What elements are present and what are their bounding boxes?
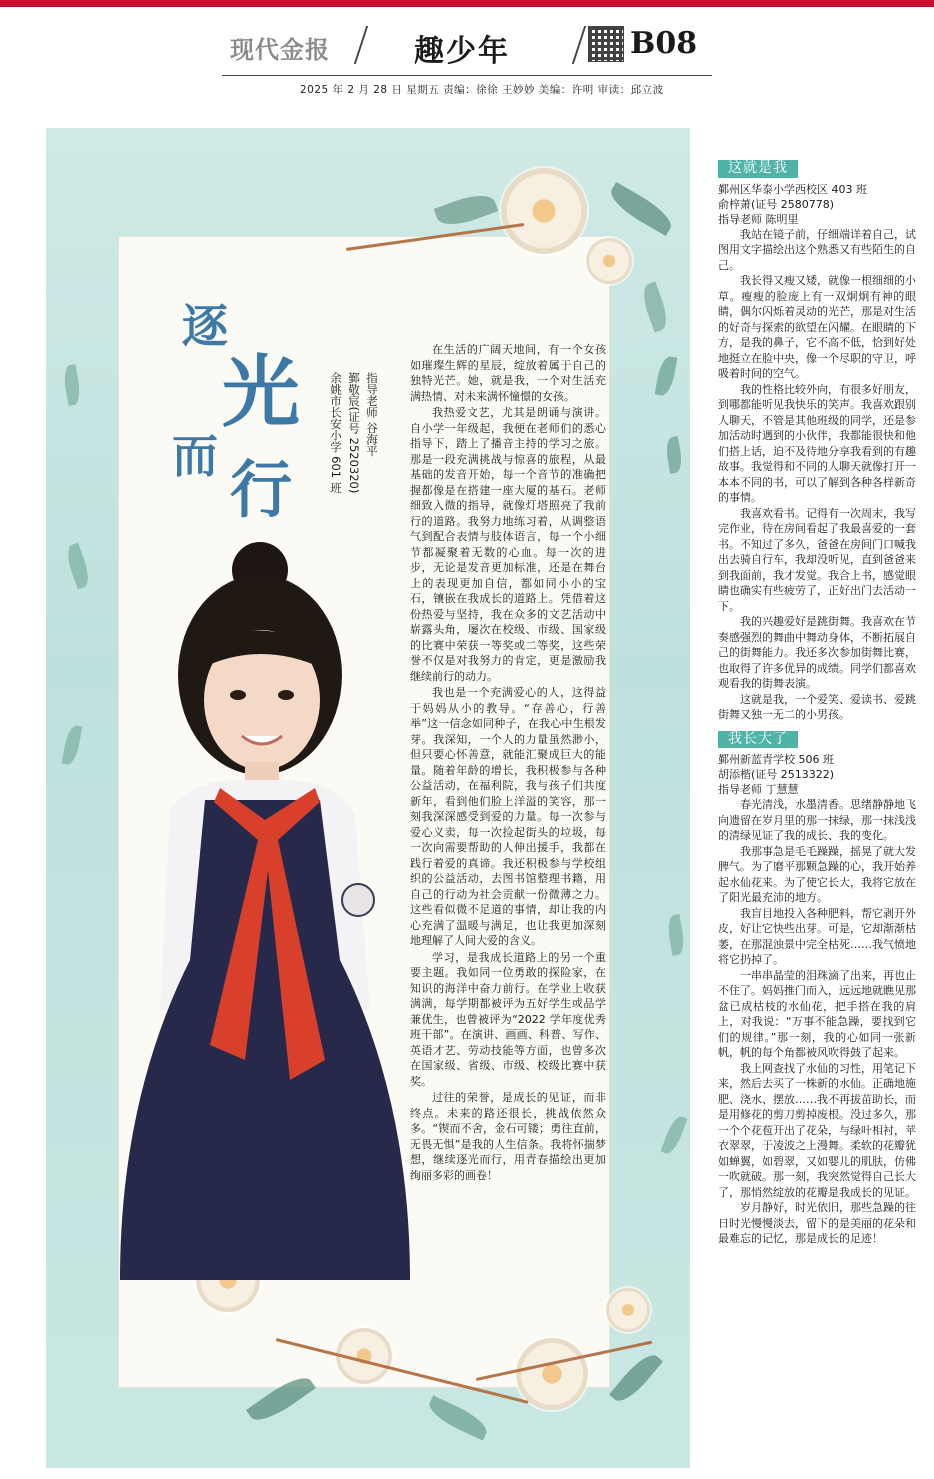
article-this-is-me <box>718 160 916 723</box>
article-paragraph: 一串串晶莹的泪珠滴了出来，再也止不住了。妈妈推门而入，远远地就瞧见那盆已成枯枝的水仙花，把手搭在我的肩上，对我说：“万事不能急躁，要找到它们的规律。”那一刻，我的心如同一张新帆，帆的每个角都被风吹得鼓了起来。 <box>718 968 916 1059</box>
leaf-decoration <box>664 436 684 474</box>
leaf-decoration <box>605 182 677 236</box>
title-char: 而 <box>172 429 218 483</box>
masthead-rule <box>222 75 712 76</box>
leaf-decoration <box>609 1349 663 1408</box>
article-paragraph: 这就是我，一个爱笑、爱读书、爱跳街舞又独一无二的小男孩。 <box>718 692 916 721</box>
masthead-divider <box>354 26 368 64</box>
article-paragraph: 我上网查找了水仙的习性，用笔记下来，然后去买了一株新的水仙。正确地施肥、浇水、摆放……我不再拔苗助长，而是用修花的剪刀剪掉废根。没过多久，那一个个花苞开出了花朵，与绿叶相衬，苹衣翠翠，于凌波之上漫舞。柔软的花瓣犹如蝉翼，如碧翠，又如婴儿的肌肤，仿佛一吹就破。那一刻，我突然觉得自己长大了，那悄然绽放的花瓣是我成长的见证。 <box>718 1061 916 1199</box>
article-paragraph: 我喜欢看书。记得有一次周末，我写完作业，待在房间看起了我最喜爱的一套书。不知过了多久，爸爸在房间门口喊我出去骑自行车，我却没听见，直到爸爸来到我面前，我才发觉。我合上书，感觉眼睛也确实有些疲劳了，正好出门去活动一下。 <box>718 506 916 613</box>
flower-decoration <box>501 168 587 254</box>
article-author: 俞梓萧(证号 2580778) <box>718 197 835 211</box>
feature-paragraph: 我也是一个充满爱心的人，这得益于妈妈从小的教导。“存善心，行善举”这一信念如同种子，在我心中生根发芽。我深知，一个人的力量虽然渺小，但只要心怀善意，就能汇聚成巨大的能量。随着年龄的增长，我积极参与各种公益活动，在福利院，我与孩子们共度新年，看到他们脸上洋溢的笑容，那一刻我深深感受到爱的力量。每一次参与爱心义卖，每一次捡起街头的垃圾，每一次向需要帮助的人伸出援手，我都在践行着爱的真谛。我还积极参与学校组织的公益活动，去图书馆整理书籍，用自己的行动为社会贡献一份微薄之力。这些看似微不足道的事情，却让我的内心充满了温暖与满足，也让我更加深刻地理解了人间大爱的含义。 <box>410 686 606 947</box>
flower-decoration <box>606 1288 650 1332</box>
byline-teacher: 指导老师 谷海平 <box>365 372 379 457</box>
article-paragraph: 我那事急是毛毛躁躁，摇晃了就大发脾气。为了磨平那颗急躁的心，我开始养起水仙花来。为了使它长大，我将它放在了阳光最充沛的地方。 <box>718 844 916 904</box>
article-paragraph: 我长得又瘦又矮，就像一根细细的小草。瘦瘦的脸庞上有一双炯炯有神的眼睛，偶尔闪烁着灵动的光芒，那是对生活的好奇与探索的欲望在闪耀。在眼睛的下方，是我的鼻子，它不高不低，恰到好处地挺立在脸中央，像一个尽职的守卫，呼吸着时间的空气。 <box>718 274 916 380</box>
article-tag: 这就是我 <box>718 160 798 178</box>
masthead-red-bar <box>0 0 934 7</box>
article-paragraph: 我站在镜子前，仔细端详着自己，试图用文字描绘出这个熟悉又有些陌生的自己。 <box>718 227 916 272</box>
title-char: 行 <box>230 453 293 526</box>
paper-name: 现代金报 <box>230 35 330 64</box>
section-title: 趣少年 <box>414 34 510 69</box>
article-i-grew-up <box>718 731 916 1247</box>
article-teacher: 指导老师 陈明里 <box>718 212 799 226</box>
leaf-decoration <box>661 1114 688 1156</box>
feature-body <box>410 342 606 1184</box>
dateline: 2025 年 2 月 28 日 星期五 责编：徐徐 王妙妙 美编：许明 审读：邱立波 <box>300 84 664 96</box>
masthead-divider <box>572 26 586 64</box>
feature-paragraph: 学习，是我成长道路上的另一个重要主题。我如同一位勇敢的探险家，在知识的海洋中奋力前行。在学业上收获满满，每学期都被评为五好学生或品学兼优生，也曾被评为“2022 学年度优秀班干部”。在演讲、画画、科普、写作、英语才艺、劳动技能等方面，也曾多次在国家级、省级、市级、校级比赛中获奖。 <box>410 950 606 1088</box>
article-author: 胡添楷(证号 2513322) <box>718 768 835 781</box>
title-char: 逐 <box>182 299 228 353</box>
leaf-decoration <box>655 355 678 397</box>
leaf-decoration <box>62 724 83 766</box>
byline-school: 余姚市长安小学 601 班 <box>329 372 343 494</box>
article-teacher: 指导老师 丁慧慧 <box>718 783 799 796</box>
leaf-decoration <box>666 914 687 956</box>
leaf-decoration <box>63 543 93 590</box>
qr-code-icon[interactable] <box>588 26 624 62</box>
leaf-decoration <box>434 188 499 231</box>
feature-paragraph: 在生活的广阔天地间，有一个女孩如璀璨生辉的星辰，绽放着属于自己的独特光芒。她，就是我，一个对生活充满热情、对未来满怀憧憬的女孩。 <box>410 343 606 403</box>
flower-decoration <box>586 238 632 284</box>
article-paragraph: 我的性格比较外向，有很多好朋友，到哪都能听见我快乐的笑声。我喜欢跟别人聊天，不管是其他班级的同学，还是参加活动时遇到的小伙伴，我都能很快和他们搭上话，迫不及待地分享我看到的有趣故事。我觉得和不同的人聊天就像打开一本本不同的书，可以了解到各种各样新奇的事情。 <box>718 382 916 504</box>
article-tag: 我长大了 <box>718 731 798 749</box>
article-paragraph: 我盲目地投入各种肥料，帮它剥开外皮，好让它快些出芽。可是，它却渐渐枯萎，在那混浊景中完全枯死……我气愤地将它扔掉了。 <box>718 906 916 966</box>
feature-paragraph: 过往的荣誉，是成长的见证，而非终点。未来的路还很长，挑战依然众多。“锲而不舍，金石可镂；勇往直前，无畏无惧”是我的人生信条。我将怀揣梦想，继续逐光而行，用青春描绘出更加绚丽多彩的画卷！ <box>410 1091 606 1182</box>
flower-decoration <box>516 1338 588 1410</box>
byline-author: 鄞敬宸(证号 2520320) <box>347 372 361 494</box>
feature-paragraph: 我热爱文艺，尤其是朗诵与演讲。自小学一年级起，我便在老师们的悉心指导下，踏上了播音主持的学习之旅。那是一段充满挑战与惊喜的旅程，从最基础的发音开始，每一个音节的准确把握都像是在搭建一座大厦的基石。老师细致入微的指导，就像灯塔照亮了我前行的道路。我努力地练习着，从调整语气到配合表情与肢体语言，每一个小细节都凝聚着无数的心血。每一次的进步，无论是发音更加标准，还是在舞台上的表现更加自信，都如同小小的宝石，镶嵌在我成长的道路上。凭借着这份热爱与坚持，我在众多的文艺活动中崭露头角，屡次在校级、市级、国家级的比赛中荣获一等奖或二等奖，这些荣誉不仅是对我努力的肯定，更是激励我继续前行的动力。 <box>410 406 606 683</box>
masthead <box>210 24 700 74</box>
article-paragraph: 春光清浅，水墨清香。思绪静静地飞向遗留在岁月里的那一抹绿，那一抹浅浅的清绿见证了我的成长、我的变化。 <box>718 798 916 842</box>
sidebar-column <box>718 160 916 1247</box>
page-number: B08 <box>630 26 698 61</box>
leaf-decoration <box>62 364 83 406</box>
article-school: 鄞州区华泰小学西校区 403 班 <box>718 182 867 196</box>
article-paragraph: 岁月静好，时光依旧，那些急躁的往日时光慢慢淡去，留下的是美丽的花朵和最难忘的记忆，那是成长的足迹！ <box>718 1201 916 1245</box>
leaf-decoration <box>425 1395 491 1440</box>
title-char: 光 <box>222 347 301 438</box>
student-portrait <box>110 540 430 1300</box>
leaf-decoration <box>638 281 671 332</box>
article-paragraph: 我的兴趣爱好是跳街舞。我喜欢在节奏感强烈的舞曲中舞动身体，不断拓展自己的街舞能力。我还多次参加街舞比赛，也取得了许多优异的成绩。同学们都喜欢观看我的街舞表演。 <box>718 615 916 690</box>
feature-title <box>172 290 312 526</box>
article-school: 鄞州新蓝青学校 506 班 <box>718 753 834 766</box>
